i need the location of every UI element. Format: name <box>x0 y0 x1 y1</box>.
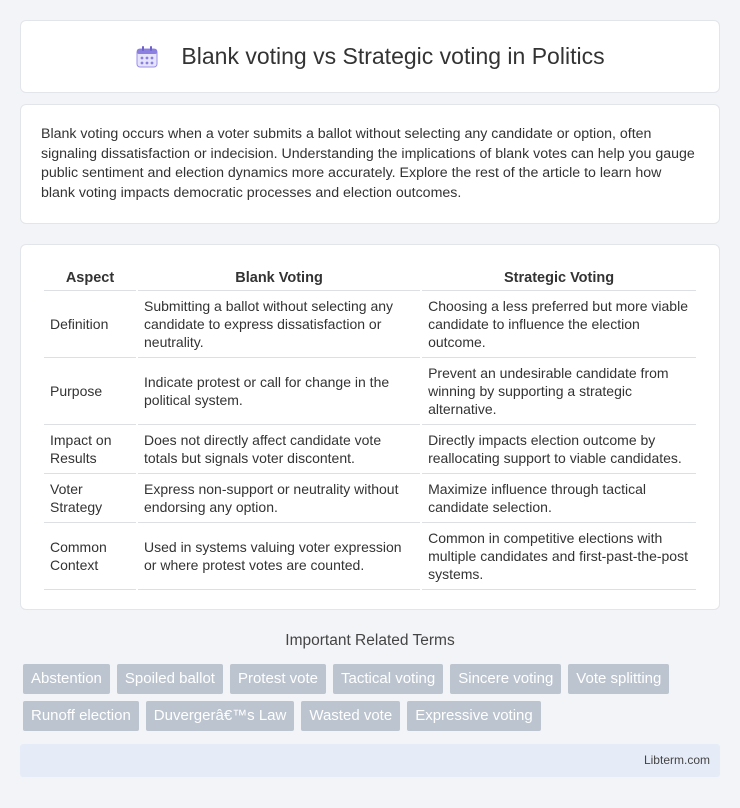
comparison-card <box>20 244 720 610</box>
tag-row-2 <box>23 701 723 731</box>
tag-vote-splitting[interactable]: Vote splitting <box>568 664 669 694</box>
row-blank: Does not directly affect candidate vote totals but signals voter discontent. <box>138 425 420 474</box>
table-row <box>44 474 696 523</box>
table-row <box>44 523 696 590</box>
page-header <box>20 20 720 93</box>
tag-abstention[interactable]: Abstention <box>23 664 110 694</box>
row-strategic: Directly impacts election outcome by reallocating support to viable candidates. <box>422 425 696 474</box>
row-aspect: Definition <box>44 291 136 358</box>
row-aspect: Purpose <box>44 358 136 425</box>
tag-duvergers-law[interactable]: Duvergerâ€™s Law <box>146 701 295 731</box>
tag-wasted-vote[interactable]: Wasted vote <box>301 701 400 731</box>
intro-card <box>20 104 720 224</box>
footer-brand[interactable]: Libterm.com <box>643 753 710 767</box>
related-terms-title: Important Related Terms <box>285 632 455 649</box>
row-strategic: Maximize influence through tactical candidate selection. <box>422 474 696 523</box>
tag-expressive-voting[interactable]: Expressive voting <box>407 701 541 731</box>
comparison-table <box>42 265 698 590</box>
table-row <box>44 358 696 425</box>
row-aspect: Voter Strategy <box>44 474 136 523</box>
row-strategic: Common in competitive elections with multiple candidates and first-past-the-post systems. <box>422 523 696 590</box>
header-blank-voting: Blank Voting <box>138 265 420 291</box>
tag-spoiled-ballot[interactable]: Spoiled ballot <box>117 664 223 694</box>
tag-row-1 <box>23 664 723 694</box>
row-strategic: Choosing a less preferred but more viable candidate to influence the election outcome. <box>422 291 696 358</box>
row-blank: Express non-support or neutrality without endorsing any option. <box>138 474 420 523</box>
row-blank: Submitting a ballot without selecting any candidate to express dissatisfaction or neutrality. <box>138 291 420 358</box>
tag-tactical-voting[interactable]: Tactical voting <box>333 664 443 694</box>
table-row <box>44 291 696 358</box>
row-aspect: Common Context <box>44 523 136 590</box>
row-aspect: Impact on Results <box>44 425 136 474</box>
tag-runoff-election[interactable]: Runoff election <box>23 701 139 731</box>
row-blank: Used in systems valuing voter expression or where protest votes are counted. <box>138 523 420 590</box>
table-row <box>44 425 696 474</box>
table-header-row <box>44 265 696 291</box>
intro-text: Blank voting occurs when a voter submits a ballot without selecting any candidate or option, often signaling dissatisfaction or indecision. Understanding the implications of blank votes can help you gauge public sentiment and election dynamics more accurately. Explore the rest of the article to learn how blank voting impacts democratic processes and election outcomes. <box>41 126 695 201</box>
row-strategic: Prevent an undesirable candidate from winning by supporting a strategic alternative. <box>422 358 696 425</box>
header-aspect: Aspect <box>44 265 136 291</box>
related-terms-list <box>23 664 723 738</box>
tag-sincere-voting[interactable]: Sincere voting <box>450 664 561 694</box>
ballot-grid-icon <box>135 45 159 69</box>
header-strategic-voting: Strategic Voting <box>422 265 696 291</box>
row-blank: Indicate protest or call for change in the political system. <box>138 358 420 425</box>
page-title: Blank voting vs Strategic voting in Politics <box>181 43 605 69</box>
footer <box>20 744 720 777</box>
tag-protest-vote[interactable]: Protest vote <box>230 664 326 694</box>
